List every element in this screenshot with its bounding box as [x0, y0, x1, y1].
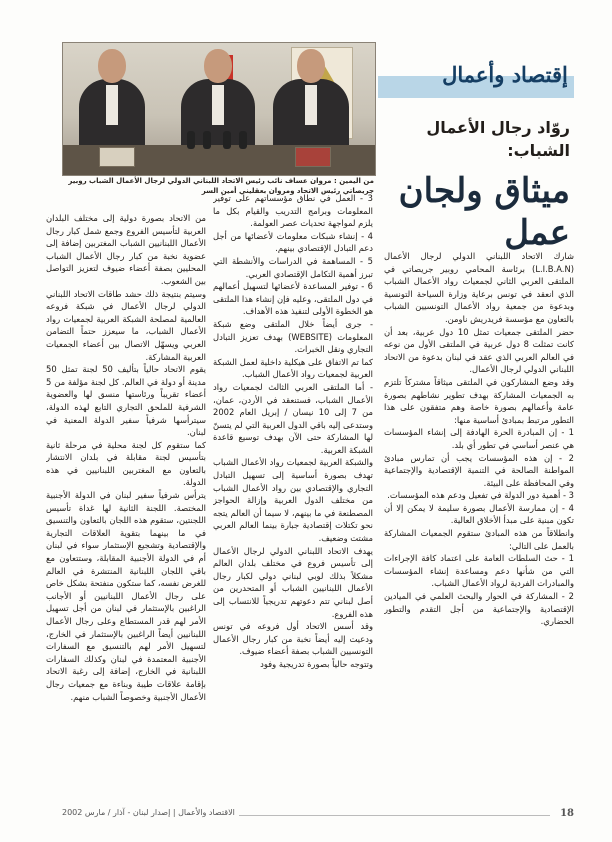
body-column-middle: 3 - العمل في نطاق مؤسساتهم على توفير المعلومات وبرامج التدريب والقيام بكل ما يلزم لمواجهة تحديات عصر العولمة. 4 - إنشاء شبكات معلومات لأعضائها من أجل دعم التبادل الإقتصادي بينهم. 5 - المساهمة في الدراسات والأنشطة التي تبرز أهمية التكامل الإقتصادي العربي. 6 - توفير المساعدة لأعضائها لتسهيل أعمالهم في دول الملتقى، وعليه فإن إنشاء هذا الملتقى هو الخطوة الأولى لتنفيذ هذه الأهداف. - جرى أيضاً خلال الملتقى وضع شبكة المعلومات (WEBSITE) بهدف تعزيز التبادل التجاري ونقل الخبرات. كما تم الاتفاق على هيكلية داخلية لعمل الشبكة العربية لجمعيات رواد الأعمال الشباب. - أما الملتقى العربي الثالث لجمعيات رواد الأعمال الشباب، فستنعقد في الأردن، عمان، من 7 إلى 10 نيسان / إبريل العام 2002 وستدعى إليه باقي الدول العربية التي لم يتسنّ لها المشاركة حتى الآن بهدف توسيع قاعدة الشبكة العربية. والشبكة العربية لجمعيات رواد الأعمال الشباب تهدف بصورة أساسية إلى تسهيل التبادل التجاري والإقتصادي بين رواد الأعمال الشباب من مختلف الدول العربية وإزالة الحواجز المصطنعة في ما بينهم، لا سيما أن العالم يتجه نحو تكتلات إقتصادية جبارة بينما العالم العربي مشتت وضعيف. يهدف الاتحاد اللبناني الدولي لرجال الأعمال إلى تأسيس فروع في مختلف بلدان العالم مشكلاً بذلك لوبي لبناني دولي لكبار رجال الأعمال اللبنانيين الشباب أو المتحدرين من أصل لبناني تتم دعوتهم تدريجياً للانتساب إلى هذه الفروع. وقد أسس الاتحاد أول فروعه في تونس ودعيت إليه أيضاً نخبة من كبار رجال الأعمال التونسيين الشباب بصفة أعضاء ضيوف. وتتوجه حالياً بصورة تدريجية وفود: [213, 193, 373, 669]
page-footer: [62, 808, 574, 822]
section-label: إقتصاد وأعمال: [442, 62, 568, 87]
article-headline: ميثاق ولجان عمل: [398, 171, 570, 253]
body-column-right: شارك الاتحاد اللبناني الدولي لرجال الأعمال (L.I.B.A.N) برئاسة المحامي روبير جريصاتي في الملتقى العربي الثاني لجمعيات رواد الأعمال الشباب الذي انعقد في تونس برعاية وزارة السياحة التونسية وبدعوة من جمعية رواد الأعمال التونسيين الشباب بالتعاون مع مؤسسة فريدريش ناومن. حضر الملتقى جمعيات تمثل 10 دول عربية، بعد أن كانت تمثلت 8 دول عربية في الملتقى الأول من نوعه في العالم العربي الذي عقد في لبنان بدعوة من الاتحاد اللبناني الدولي لرجال الأعمال. وقد وضع المشاركون في الملتقى ميثاقاً مشتركاً تلتزم به الجمعيات المشاركة بهدف تطوير نشاطهم بصورة عامة وأعمالهم بصورة خاصة وهم متفقون على هذا التطور مرتبط بمبادئ أساسية منها: 1 - إن المبادرة الحرة الهادفة إلى إنشاء المؤسسات هي عنصر أساسي في تطور أي بلد. 2 - إن هذه المؤسسات يجب أن تمارس مبادئ المواطنة الصالحة في التنمية الإقتصادية والإجتماعية وفي المحافظة على البيئة. 3 - أهمية دور الدولة في تفعيل ودعم هذه المؤسسات. 4 - إن ممارسة الأعمال بصورة سليمة لا يمكن إلا أن تكون مبنية على مبدأ الأخلاق العالية. وانطلاقاً من هذه المبادئ ستقوم الجمعيات المشاركة بالعمل على التالي: 1 - حث السلطات العامة على اعتماد كافة الإجراءات التي من شأنها دعم ومساعدة إنشاء المؤسسات والمبادرات الفردية لرواد الأعمال الشباب. 2 - المشاركة في الحوار والبحث العلمي في الميادين الإقتصادية والإجتماعية من أجل التقدم والتطور الحضاري.: [384, 251, 574, 627]
microphone-icon: [203, 131, 211, 149]
body-column-left: من الاتحاد بصورة دولية إلى مختلف البلدان العربية لتأسيس الفروع وجمع شمل كبار رجال الأعمال اللبنانيين الشباب المغتربين إضافة إلى عضوية نخبة من كبار رجال الأعمال الشباب المحليين بصفة أعضاء ضيوف لتعزيز التواصل بين الشعوب. وسيتم بنتيجة ذلك حشد طاقات الاتحاد اللبناني الدولي لرجال الأعمال في شبكة فروعه العالمية لمصلحة الشبكة العربية لجمعيات رواد الأعمال الشباب، ما سيعزز حتماً التضامن العربي ويسهّل الاتصال بين أعضاء الجمعيات العربية المشاركة. يقوم الاتحاد حالياً بتأليف 50 لجنة تمثل 50 مدينة أو دولة في العالم. كل لجنة مؤلفة من 5 أعضاء تقريباً ورئاستها منسق لها والعضوية الشرفية للملحق التجاري التابع لهذه الدولة، سيترأسها شرفياً سفير الدولة المعنية في لبنان. كما ستقوم كل لجنة محلية في مرحلة ثانية بتأسيس لجنة مقابلة في بلدان الانتشار بالتعاون مع المغتربين اللبنانيين في هذه الدولة. يترأس شرفياً سفير لبنان في الدولة الأجنبية المختصة. اللجنة الثانية لها غداة تأسيس اللجنتين، ستقوم هذه اللجان بالتعاون والتنسيق في ما بينهما بتقوية العلاقات التجارية والإقتصادية وتشجيع الإستثمار سواء في لبنان أم في الدولة الأجنبية المقابلة، وستتعاون مع باقي اللجان اللبنانية المنتشرة في العالم للغرض نفسه، كما ستكون منفتحة بشكل خاص على رجال الأعمال اللبنانيين أو الأجانب الراغبين بالإستثمار في لبنان من أجل تسهيل الأمر لهم قدر المستطاع وعلى رجال الأعمال اللبنانيين أيضاً الراغبين بالإستثمار في الخارج، لتسهيل الأمر لهم بالتنسيق مع السفارات الأجنبية المعتمدة في لبنان وكذلك السفارات اللبنانية في الخارج، إضافة إلى رغبة الاتحاد بإقامة علاقات طيبة وبناءة مع جمعيات رجال الأعمال الأجنبية وخصوصاً الشباب منهم.: [46, 213, 206, 702]
page-number: 18: [560, 808, 574, 819]
microphone-icon: [239, 131, 247, 149]
name-plate: [99, 147, 135, 167]
article-kicker: روّاد رجال الأعمال الشباب:: [426, 118, 570, 160]
microphone-icon: [187, 131, 195, 149]
name-plate: [295, 147, 331, 167]
press-conference-photo: [62, 42, 376, 176]
photo-caption: من اليمين : مروان عساف نائب رئيس الاتحاد اللبناني الدولي لرجال الأعمال الشباب روبير جريصاتي رئيس الاتحاد ومروان بعقليني أمين السر: [68, 177, 374, 195]
footer-masthead: الاقتصاد والأعمال | إصدار لبنان - آذار / مارس 2002: [62, 808, 239, 817]
microphone-icon: [223, 131, 231, 149]
